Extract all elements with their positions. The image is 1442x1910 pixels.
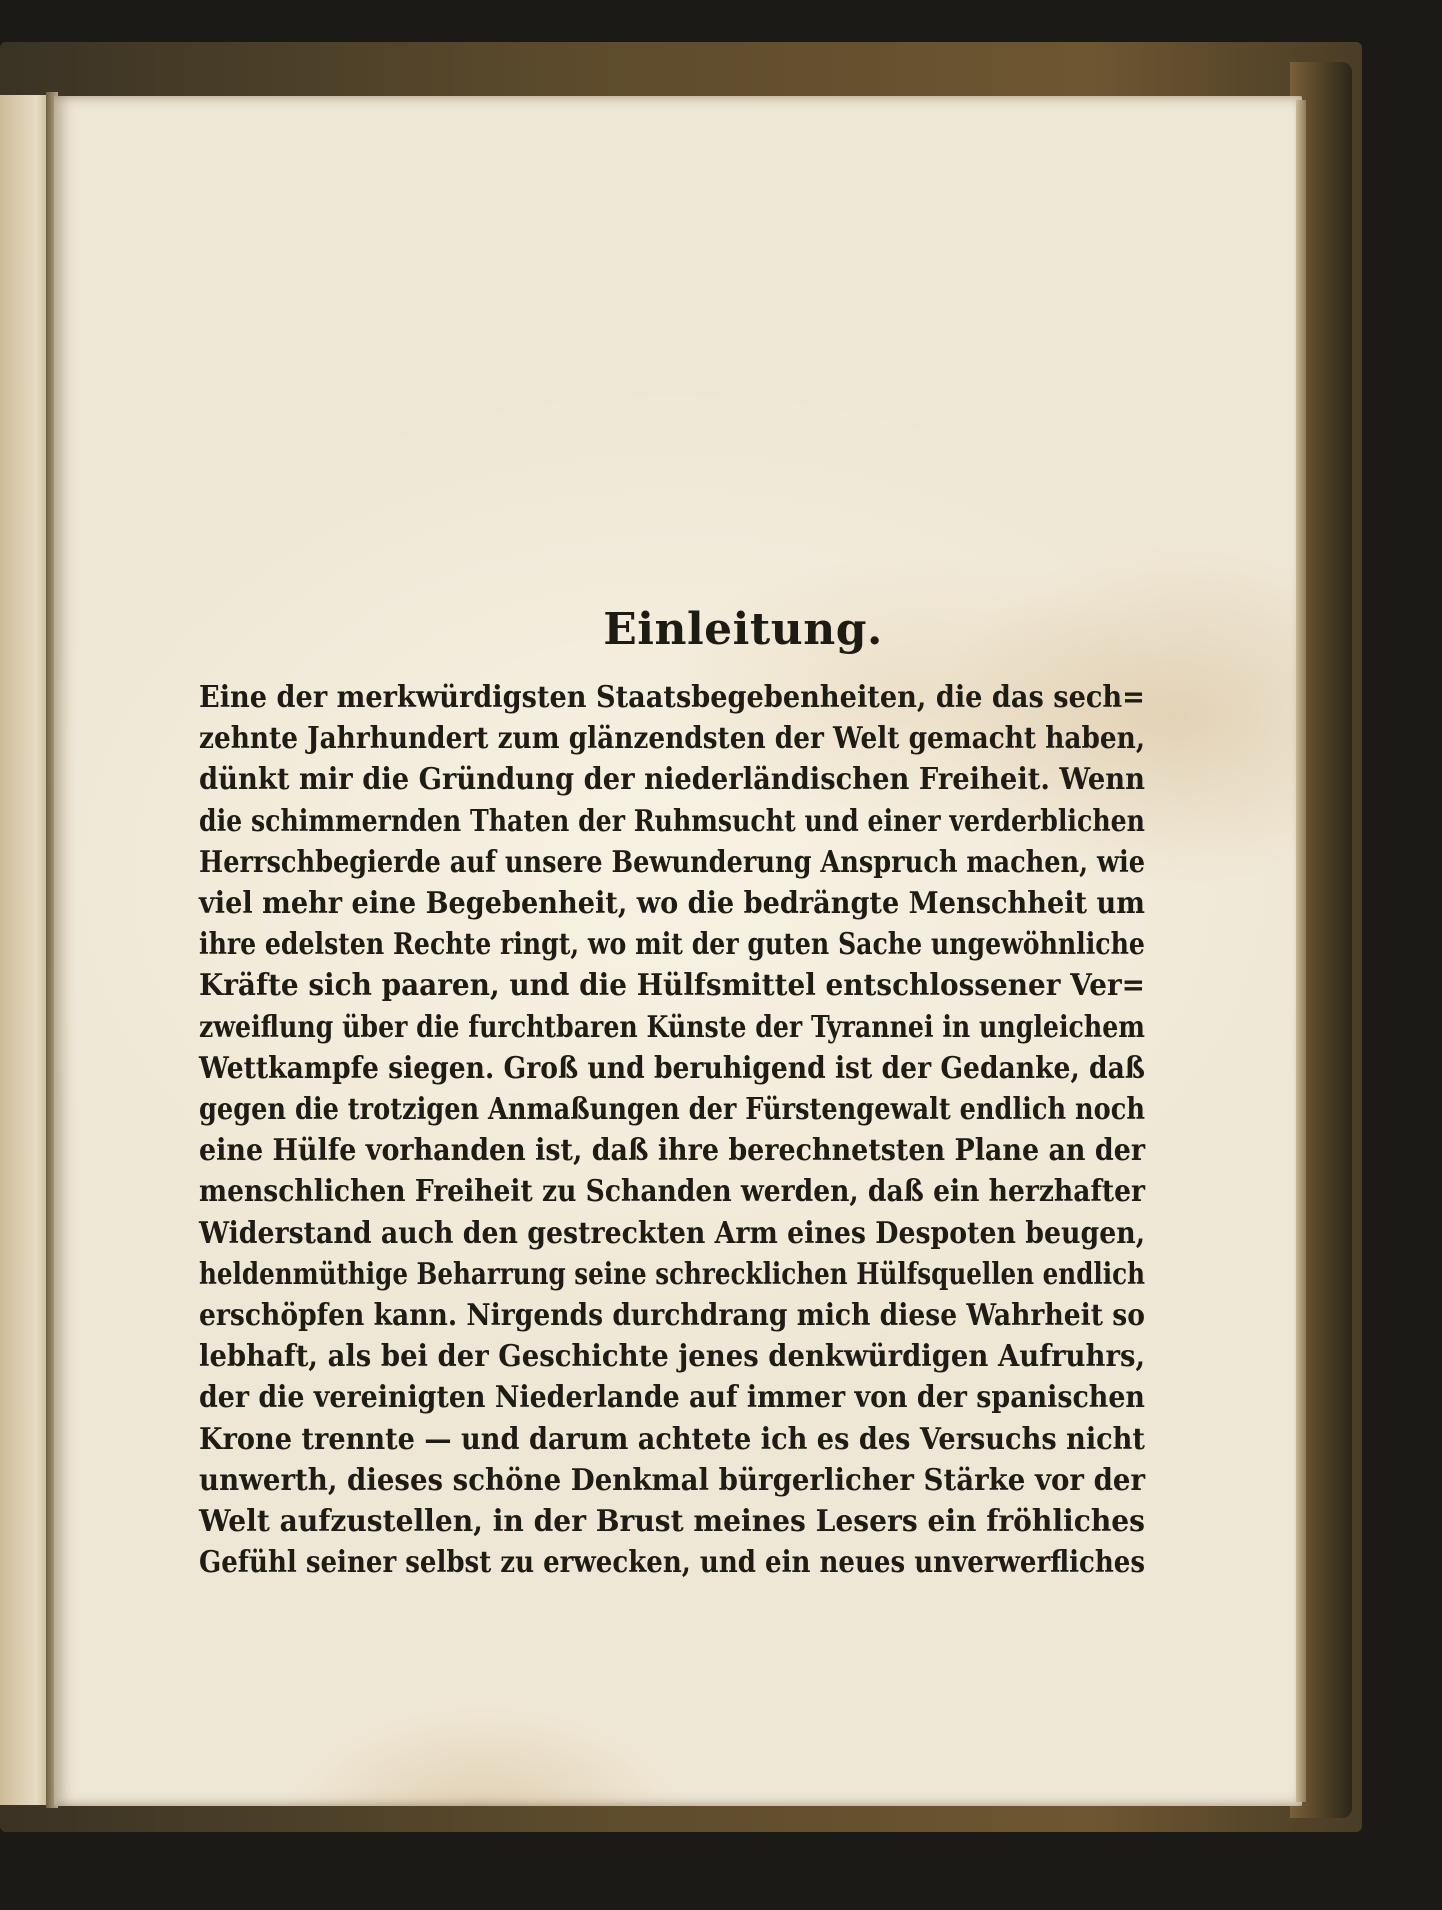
text-line: dünkt mir die Gründung der niederländischen Freiheit. Wenn: [199, 761, 1146, 797]
text-line: Welt aufzustellen, in der Brust meines Lesers ein fröhliches: [199, 1503, 1145, 1539]
text-line: heldenmüthige Beharrung seine schrecklichen Hülfsquellen endlich: [199, 1255, 1145, 1291]
text-line: Eine der merkwürdigsten Staatsbegebenheiten, die das sech=: [199, 679, 1145, 714]
text-line: der die vereinigten Niederlande auf immer von der spanischen: [199, 1379, 1145, 1415]
text-line: unwerth, dieses schöne Denkmal bürgerlicher Stärke vor der: [199, 1461, 1146, 1497]
text-line: Widerstand auch den gestreckten Arm eines Despoten beugen,: [199, 1214, 1146, 1250]
previous-page-edge: [0, 95, 52, 1805]
text-line: ihre edelsten Rechte ringt, wo mit der guten Sache ungewöhnliche: [199, 926, 1145, 962]
text-line: lebhaft, als bei der Geschichte jenes denkwürdigen Aufruhrs,: [199, 1338, 1146, 1374]
text-line: Krone trennte — und darum achtete ich es des Versuchs nicht: [199, 1420, 1145, 1456]
text-line: eine Hülfe vorhanden ist, daß ihre berechnetsten Plane an der: [199, 1132, 1146, 1168]
text-line: gegen die trotzigen Anmaßungen der Fürstengewalt endlich noch: [199, 1091, 1145, 1127]
text-line: erschöpfen kann. Nirgends durchdrang mich diese Wahrheit so: [199, 1297, 1145, 1333]
text-line: Herrschbegierde auf unsere Bewunderung Anspruch machen, wie: [199, 843, 1146, 879]
text-line: Gefühl seiner selbst zu erwecken, und ein neues unverwerfliches: [199, 1544, 1146, 1580]
text-line: menschlichen Freiheit zu Schanden werden, daß ein herzhafter: [199, 1173, 1146, 1209]
text-line: Wettkampfe siegen. Groß und beruhigend ist der Gedanke, daß: [199, 1049, 1146, 1085]
text-line: zehnte Jahrhundert zum glänzendsten der Welt gemacht haben,: [199, 720, 1146, 756]
body-paragraph: [199, 676, 1145, 1582]
chapter-heading: Einleitung.: [603, 604, 883, 655]
text-line: die schimmernden Thaten der Ruhmsucht und einer verderblichen: [199, 802, 1145, 838]
text-line: viel mehr eine Begebenheit, wo die bedrängte Menschheit um: [199, 885, 1145, 921]
text-line: Kräfte sich paaren, und die Hülfsmittel entschlossener Ver=: [199, 967, 1146, 1003]
text-line: zweiflung über die furchtbaren Künste der Tyrannei in ungleichem: [199, 1008, 1146, 1044]
page-fore-edge: [1296, 100, 1306, 1802]
